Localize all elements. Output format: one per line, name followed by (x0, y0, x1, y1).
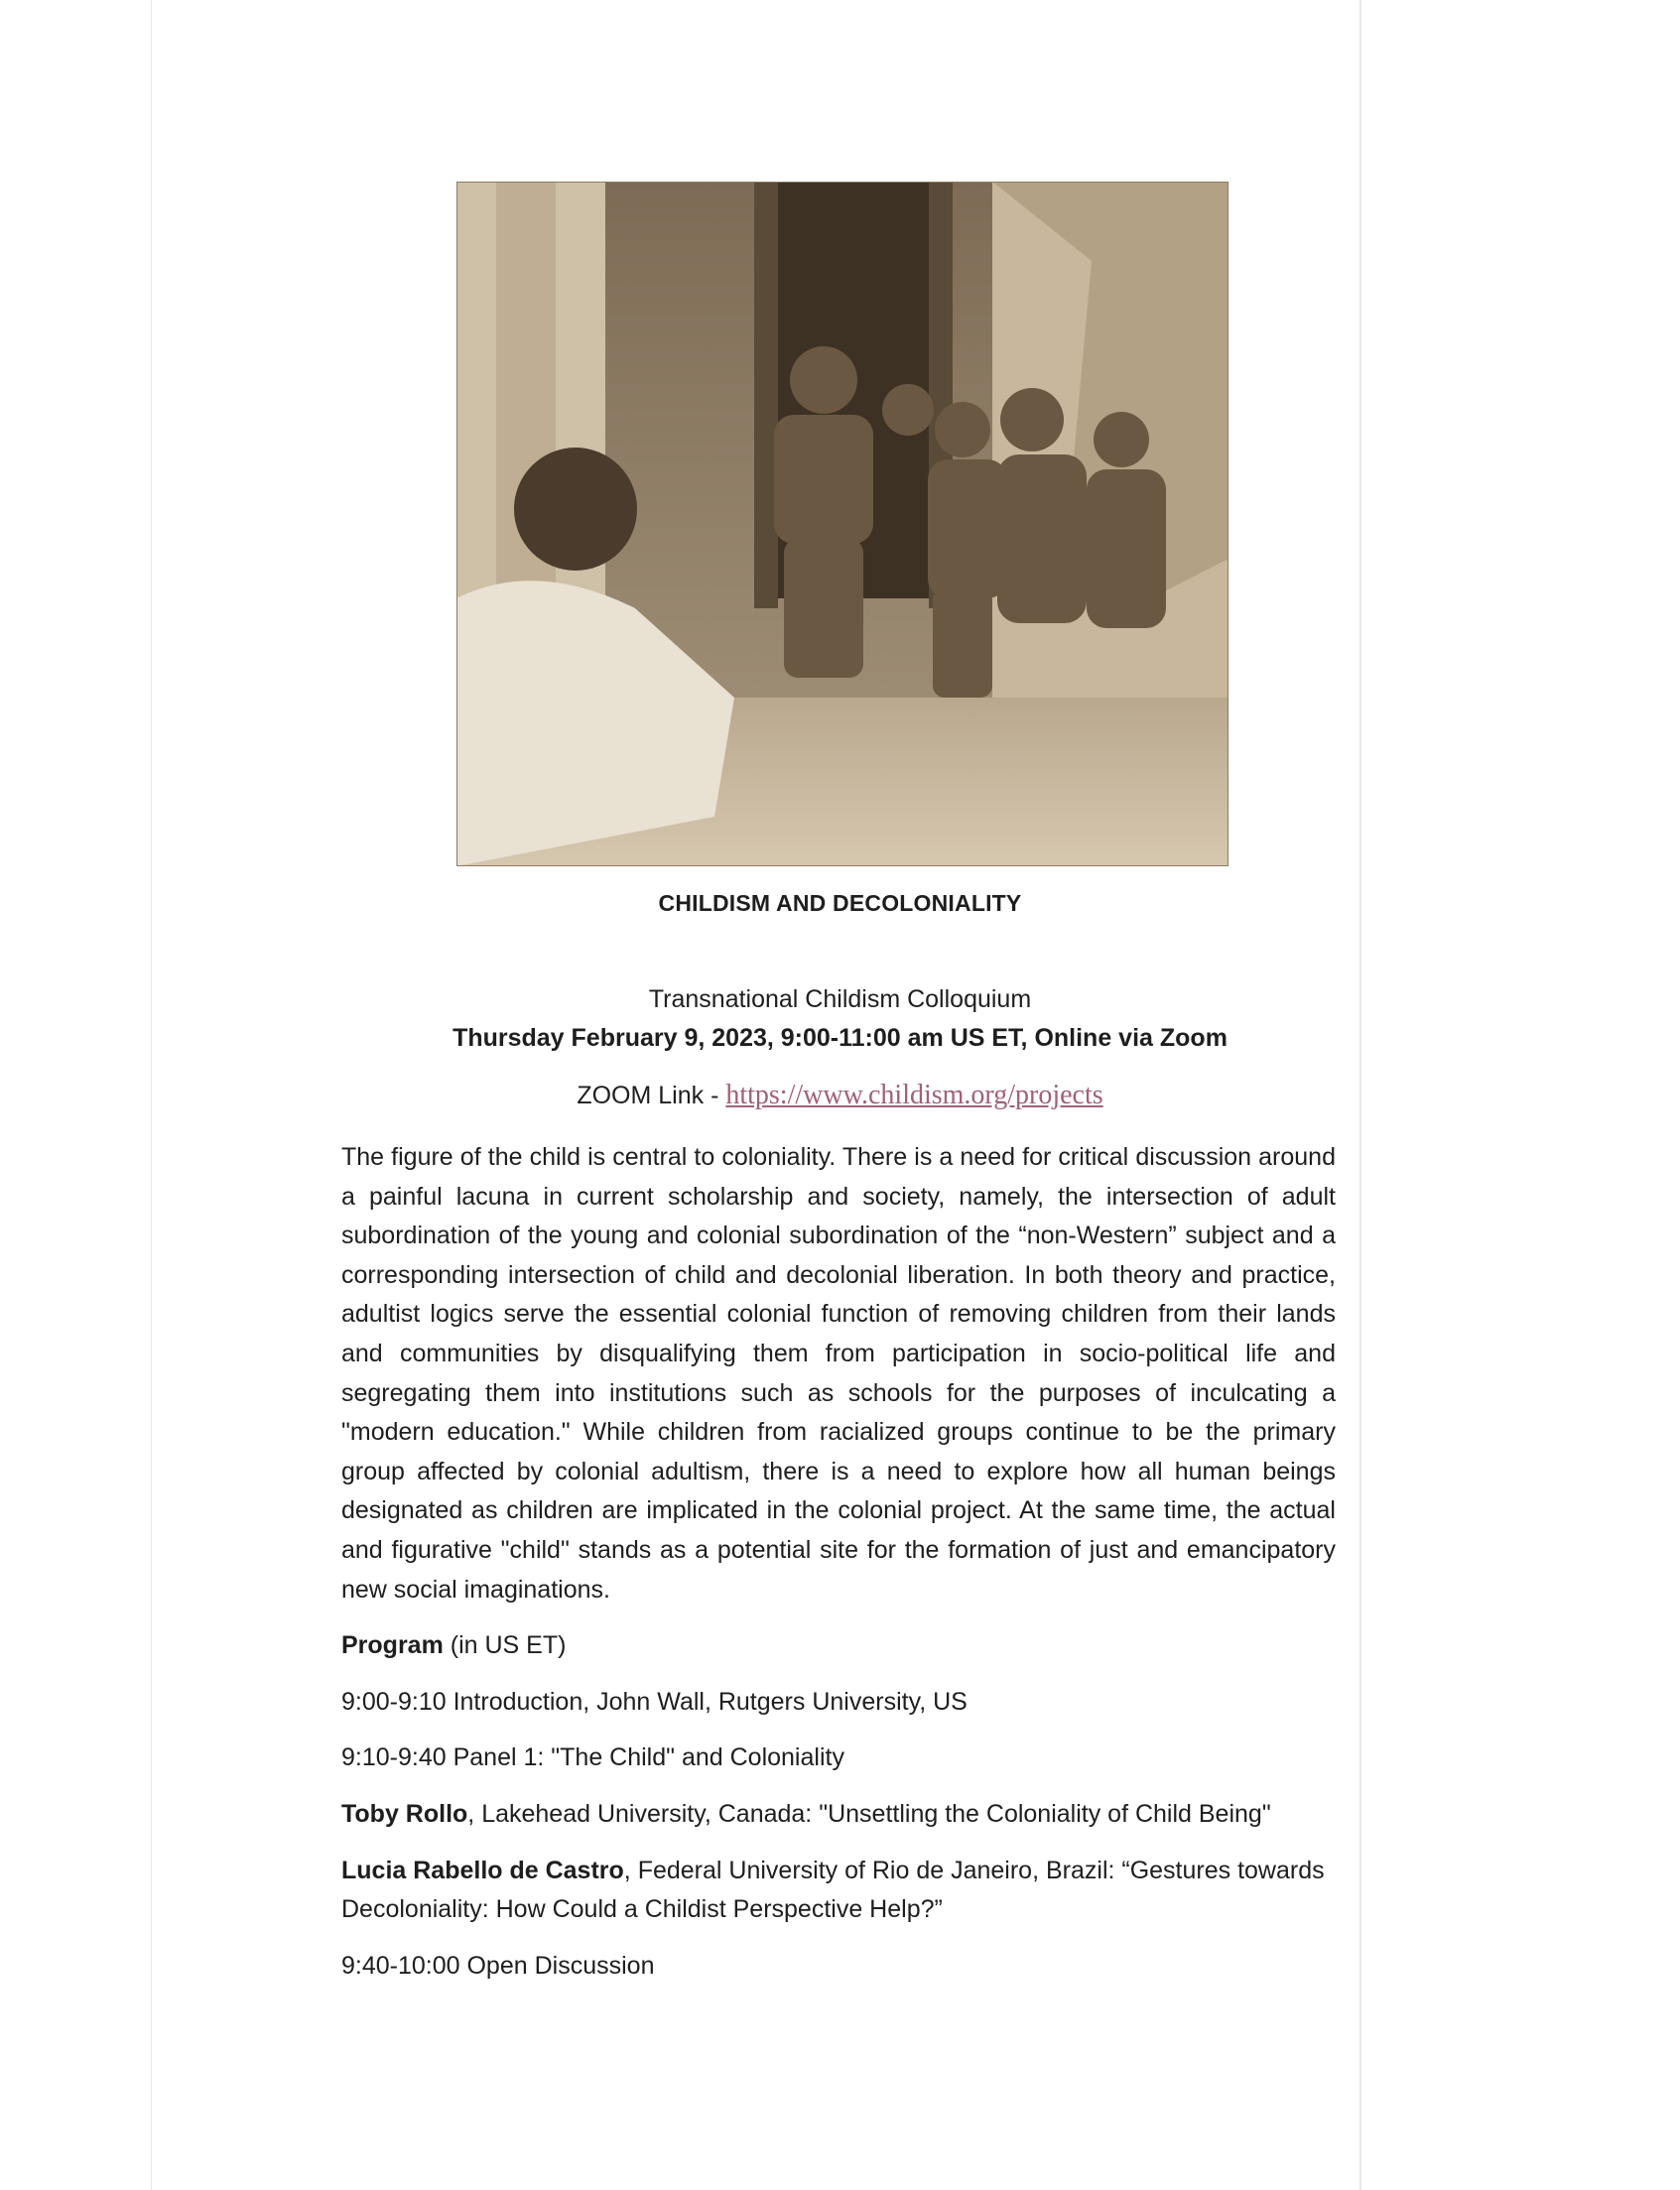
speaker-detail: , Federal University of Rio de Janeiro, Brazil: “Gestures towards Decoloniality: How Could a Childist Perspective Help?” (341, 1856, 1325, 1924)
program-heading (341, 1626, 1336, 1666)
zoom-link-label: ZOOM Link - (577, 1082, 726, 1109)
program-item-discussion: 9:40-10:00 Open Discussion (341, 1951, 655, 1980)
speaker-name: Lucia Rabello de Castro (341, 1856, 624, 1884)
zoom-link[interactable]: https://www.childism.org/projects (725, 1080, 1103, 1110)
program-item-panel-1: 9:10-9:40 Panel 1: "The Child" and Coloniality (341, 1743, 844, 1772)
event-subtitle: Transnational Childism Colloquium (648, 985, 1032, 1013)
program-speaker (341, 1852, 1336, 1930)
speaker-detail: , Lakehead University, Canada: "Unsettling the Coloniality of Child Being" (467, 1799, 1271, 1828)
event-photo (456, 182, 1228, 866)
program-item-intro: 9:00-9:10 Introduction, John Wall, Rutgers University, US (341, 1687, 968, 1716)
zoom-link-line (0, 1080, 1680, 1111)
speaker-name: Toby Rollo (341, 1799, 468, 1828)
event-body (341, 1138, 1336, 2002)
program-heading-note: (in US ET) (443, 1631, 567, 1660)
program-heading-label: Program (341, 1631, 444, 1660)
program-speaker (341, 1795, 1336, 1835)
event-dateline: Thursday February 9, 2023, 9:00-11:00 am US ET, Online via Zoom (452, 1024, 1228, 1052)
event-abstract: The figure of the child is central to coloniality. There is a need for critical discussion around a painful lacuna in current scholarship and society, namely, the intersection of adult subordination of the young and colonial subordination of the “non-Western” subject and a corresponding intersection of child and decolonial liberation. In both theory and practice, adultist logics serve the essential colonial function of removing children from their lands and communities by disqualifying them from participation in socio-political life and segregating them into institutions such as schools for the purposes of inculcating a "modern education." While children from racialized groups continue to be the primary group affected by colonial adultism, there is a need to explore how all human beings designated as children are implicated in the colonial project. At the same time, the actual and figurative "child" stands as a potential site for the formation of just and emancipatory new social imaginations. (341, 1143, 1336, 1604)
event-title: CHILDISM AND DECOLONIALITY (658, 890, 1022, 916)
